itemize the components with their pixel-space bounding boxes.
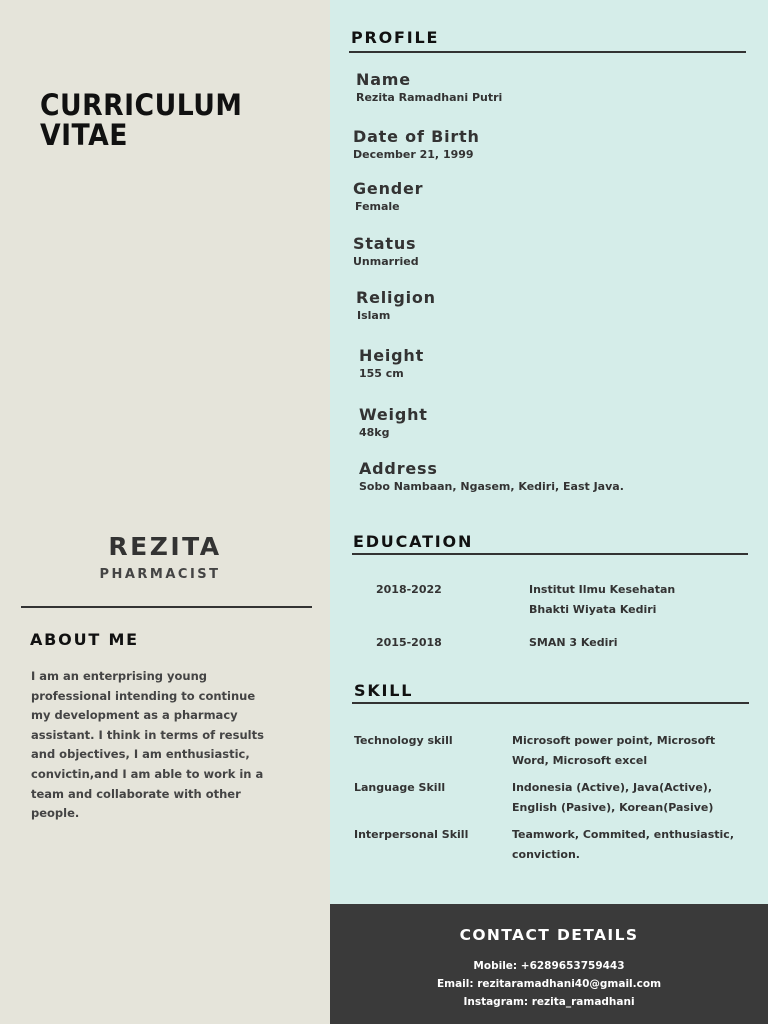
skill-heading: SKILL: [354, 681, 414, 700]
education-school-line: Institut Ilmu Kesehatan: [529, 583, 676, 596]
about-heading: ABOUT ME: [30, 630, 139, 649]
contact-instagram[interactable]: Instagram: rezita_ramadhani: [463, 996, 635, 1008]
profile-label-status: Status: [353, 234, 417, 253]
profile-value-weight: 48kg: [359, 426, 390, 439]
profile-value-dob: December 21, 1999: [353, 148, 474, 161]
profile-value-address: Sobo Nambaan, Ngasem, Kediri, East Java.: [359, 480, 624, 493]
skill-detail-line: Word, Microsoft excel: [512, 754, 648, 767]
education-school: SMAN 3 Kediri: [529, 636, 618, 649]
profile-value-height: 155 cm: [359, 367, 404, 380]
contact-heading: CONTACT DETAILS: [459, 926, 639, 944]
profile-label-gender: Gender: [353, 179, 424, 198]
skill-detail-line: Microsoft power point, Microsoft: [512, 734, 716, 747]
education-years: 2015-2018: [376, 636, 442, 649]
skill-detail-line: Indonesia (Active), Java(Active),: [512, 781, 713, 794]
profile-value-status: Unmarried: [353, 255, 419, 268]
profile-label-address: Address: [359, 459, 438, 478]
left-divider: [21, 606, 312, 608]
contact-email[interactable]: Email: rezitaramadhani40@gmail.com: [436, 978, 662, 990]
profile-value-name: Rezita Ramadhani Putri: [356, 91, 503, 104]
contact-mobile[interactable]: Mobile: +6289653759443: [473, 960, 625, 972]
title-line-1: CURRICULUM: [40, 88, 243, 122]
skill-category: Language Skill: [354, 781, 446, 794]
candidate-name: REZITA: [108, 532, 222, 561]
profile-label-religion: Religion: [356, 288, 436, 307]
education-years: 2018-2022: [376, 583, 442, 596]
profile-value-gender: Female: [355, 200, 400, 213]
about-text: I am an enterprising young professional intending to continue my development as a pharmacy assistant. I think in terms of results and objectives, I am enthusiastic, convictin,and I am able to work in a team and collaborate with other people.: [31, 669, 264, 821]
profile-label-weight: Weight: [359, 405, 428, 424]
profile-heading: PROFILE: [351, 28, 440, 47]
candidate-role: PHARMACIST: [99, 567, 221, 582]
profile-label-name: Name: [356, 70, 411, 89]
page-title: [40, 90, 242, 150]
skill-category: Technology skill: [354, 734, 453, 747]
skill-category: Interpersonal Skill: [354, 828, 469, 841]
profile-value-religion: Islam: [357, 309, 391, 322]
title-line-2: VITAE: [40, 118, 128, 152]
education-heading: EDUCATION: [353, 532, 474, 551]
contact-block: [330, 0, 768, 1024]
skill-detail-line: Teamwork, Commited, enthusiastic,: [512, 828, 735, 841]
profile-label-dob: Date of Birth: [353, 127, 480, 146]
left-panel: [0, 0, 330, 1024]
skill-detail-line: English (Pasive), Korean(Pasive): [512, 801, 714, 814]
profile-label-height: Height: [359, 346, 425, 365]
education-school-line: Bhakti Wiyata Kediri: [529, 603, 657, 616]
skill-detail-line: conviction.: [512, 848, 580, 861]
